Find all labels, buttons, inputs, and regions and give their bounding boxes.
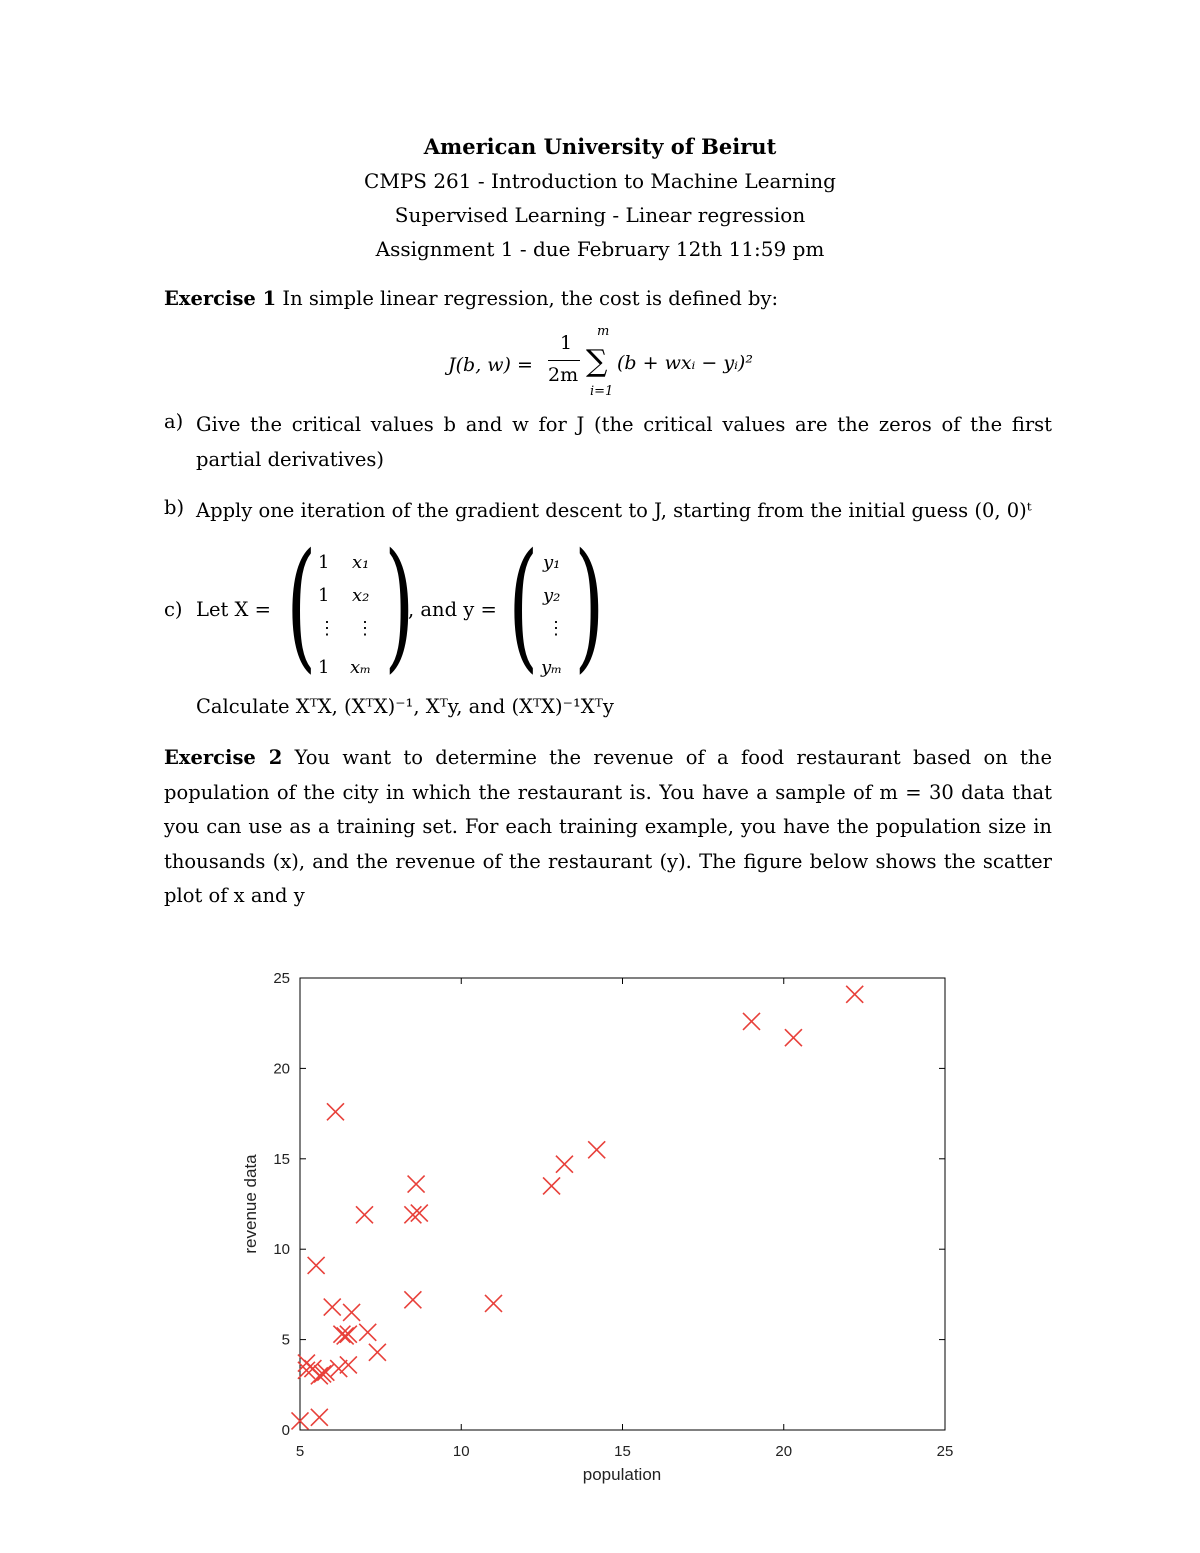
sum-symbol-icon: ∑ (586, 344, 608, 379)
formula-body: (b + wxᵢ − yᵢ)² (617, 352, 753, 374)
part-b-text: Apply one iteration of the gradient descent to J, starting from the initial guess (0, 0)ᵗ (196, 499, 1032, 522)
x-tick-label: 15 (614, 1443, 631, 1460)
formula-frac-den: 2m (548, 364, 579, 386)
exercise1-intro (164, 282, 1052, 317)
exercise2-text (164, 741, 1052, 914)
y-tick-label: 10 (273, 1241, 290, 1259)
formula-frac-bar (548, 360, 580, 361)
scatter-chart (220, 960, 980, 1500)
matrix-X-cell: 1 (318, 585, 330, 606)
vector-y-cell: yₘ (541, 657, 563, 678)
assignment-title: Assignment 1 - due February 12th 11:59 pm (375, 237, 825, 261)
y-axis-label: revenue data (241, 1154, 260, 1254)
plot-area (300, 978, 945, 1430)
formula-sum-top: m (597, 324, 610, 339)
formula-frac-num: 1 (560, 332, 573, 354)
left-paren-icon: ( (508, 524, 539, 687)
y-tick-label: 25 (273, 970, 290, 987)
y-tick-label: 0 (281, 1422, 290, 1439)
matrix-X-cell: x₁ (352, 552, 370, 573)
exercise1-intro-text: In simple linear regression, the cost is defined by: (282, 287, 779, 310)
exercise1-lead: Exercise 1 (164, 287, 277, 310)
right-paren-icon: ) (384, 524, 415, 687)
university-name: American University of Beirut (423, 134, 777, 159)
course-title: CMPS 261 - Introduction to Machine Learning (364, 169, 836, 193)
matrix-X-cell: ⋮ (318, 618, 336, 639)
x-tick-label: 20 (775, 1443, 793, 1460)
y-tick-label: 5 (281, 1331, 290, 1349)
part-c-label: c) (164, 598, 183, 621)
exercise2-lead: Exercise 2 (164, 746, 283, 769)
left-paren-icon: ( (286, 524, 317, 687)
formula-sum-bottom: i=1 (590, 384, 614, 399)
part-c-let: Let X = (196, 598, 271, 621)
vector-y-cell: y₂ (543, 585, 561, 606)
matrix-X-cell: ⋮ (356, 618, 374, 639)
x-axis-label: population (582, 1465, 662, 1484)
part-c-and: , and y = (408, 598, 497, 621)
part-a-text: Give the critical values b and w for J (the critical values are the zeros of the first partial derivatives) (196, 413, 1052, 471)
vector-y-cell: y₁ (543, 552, 561, 573)
part-b-label: b) (164, 496, 185, 519)
document-header (0, 130, 1200, 266)
matrix-X-cell: 1 (318, 552, 330, 573)
part-a-label: a) (164, 410, 184, 433)
topic-title: Supervised Learning - Linear regression (394, 203, 806, 227)
vector-y-cell: ⋮ (547, 618, 565, 639)
matrix-X-cell: 1 (318, 657, 330, 678)
x-tick-label: 25 (936, 1443, 954, 1460)
part-c-calc: Calculate XᵀX, (XᵀX)⁻¹, Xᵀy, and (XᵀX)⁻¹Xᵀy (196, 695, 614, 718)
x-tick-label: 10 (452, 1443, 470, 1460)
y-tick-label: 20 (273, 1060, 290, 1078)
matrix-X-cell: xₘ (350, 657, 372, 678)
matrix-X-cell: x₂ (352, 585, 370, 606)
exercise2-body: You want to determine the revenue of a food restaurant based on the population of the city in which the restaurant is. You have a sample of m = 30 data that you can use as a training set. For each training example, you have the population size in thousands (x), and the revenue of the restaurant (y). The figure below shows the scatter plot of x and y (164, 746, 1052, 907)
x-tick-label: 5 (295, 1443, 305, 1460)
formula-lhs: J(b, w) = (448, 354, 533, 376)
y-tick-label: 15 (273, 1150, 290, 1168)
right-paren-icon: ) (574, 524, 605, 687)
